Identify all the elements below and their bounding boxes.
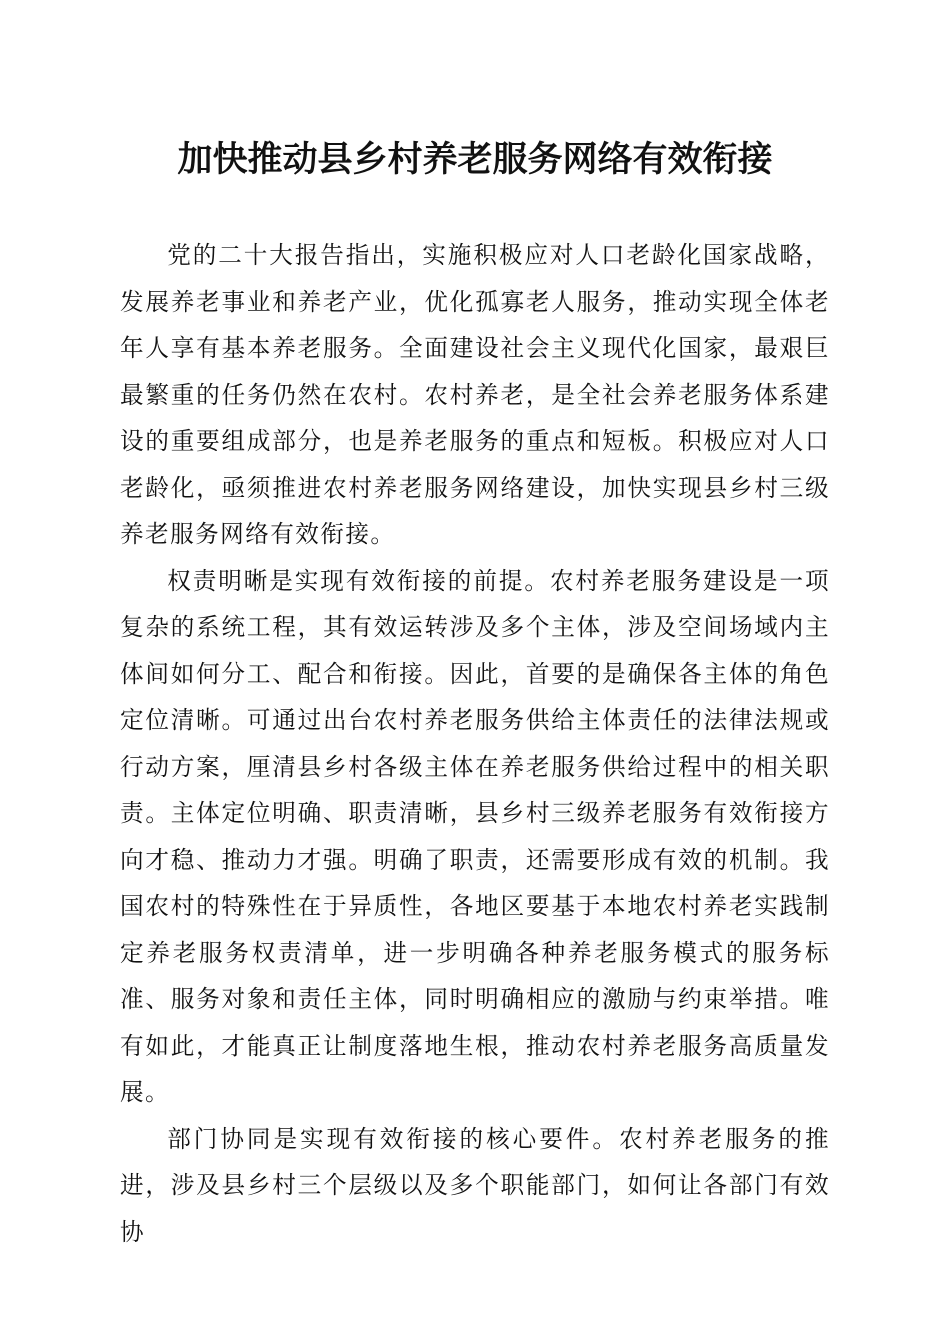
document-title: 加快推动县乡村养老服务网络有效衔接 [177, 139, 773, 180]
paragraph: 部门协同是实现有效衔接的核心要件。农村养老服务的推进，涉及县乡村三个层级以及多个职能部门，如何让各部门有效协 [120, 1124, 830, 1246]
paragraph: 权责明晰是实现有效衔接的前提。农村养老服务建设是一项复杂的系统工程，其有效运转涉及多个主体，涉及空间场域内主体间如何分工、配合和衔接。因此，首要的是确保各主体的角色定位清晰。可通过出台农村养老服务供给主体责任的法律法规或行动方案，厘清县乡村各级主体在养老服务供给过程中的相关职责。主体定位明确、职责清晰，县乡村三级养老服务有效衔接方向才稳、推动力才强。明确了职责，还需要形成有效的机制。我国农村的特殊性在于异质性，各地区要基于本地农村养老实践制定养老服务权责清单，进一步明确各种养老服务模式的服务标准、服务对象和责任主体，同时明确相应的激励与约束举措。唯有如此，才能真正让制度落地生根，推动农村养老服务高质量发展。 [120, 566, 830, 1106]
paragraph: 党的二十大报告指出，实施积极应对人口老龄化国家战略，发展养老事业和养老产业，优化孤寡老人服务，推动实现全体老年人享有基本养老服务。全面建设社会主义现代化国家，最艰巨最繁重的任务仍然在农村。农村养老，是全社会养老服务体系建设的重要组成部分，也是养老服务的重点和短板。积极应对人口老龄化，亟须推进农村养老服务网络建设，加快实现县乡村三级养老服务网络有效衔接。 [120, 241, 830, 548]
document-body [120, 232, 830, 1255]
